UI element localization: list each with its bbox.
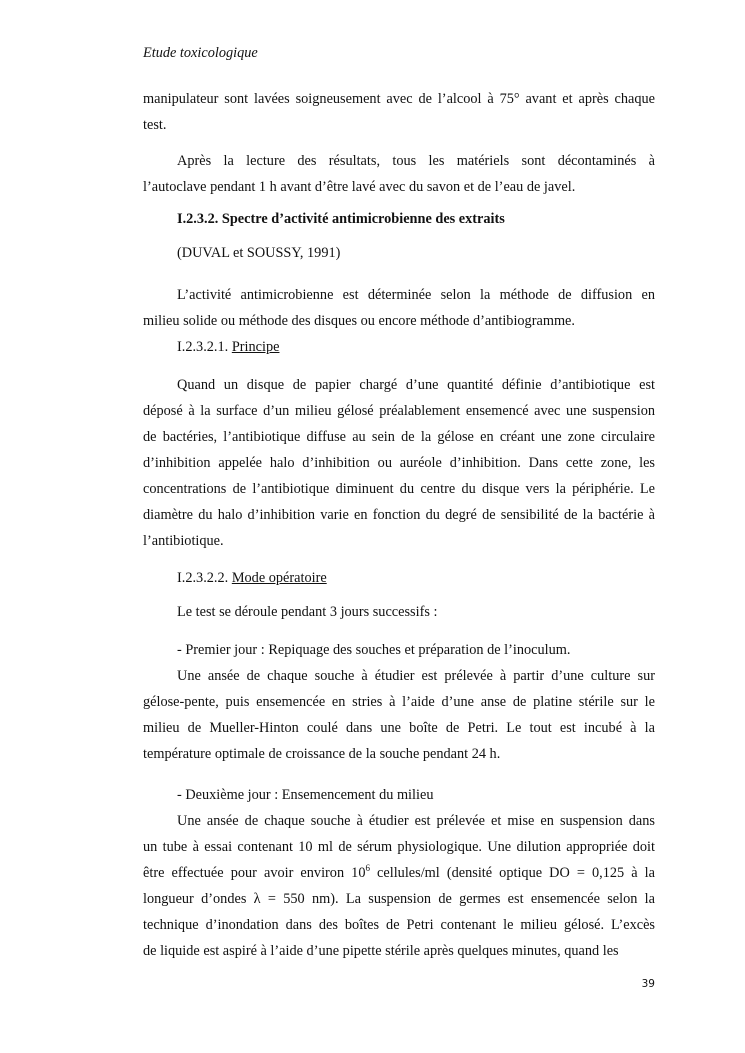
text-span: Quand un disque de papier chargé d’une quantité définie d’antibiotique est [177, 377, 655, 393]
text-line [143, 398, 655, 424]
text-line [143, 565, 655, 591]
paragraph [143, 808, 655, 964]
text-span: - Premier jour : Repiquage des souches et préparation de l’inoculum. [177, 642, 571, 658]
text-line [143, 860, 655, 886]
text-span: milieu solide ou méthode des disques ou encore méthode d’antibiogramme. [143, 313, 575, 329]
text-span: l’autoclave pendant 1 h avant d’être lavé avec du savon et de l’eau de javel. [143, 179, 576, 195]
text-span: l’antibiotique. [143, 533, 224, 549]
text-span: longueur d’ondes λ = 550 nm). La suspension de germes est ensemencée selon la [143, 891, 655, 907]
text-span: - Deuxième jour : Ensemencement du milieu [177, 787, 434, 803]
text-span: Le test se déroule pendant 3 jours successifs : [177, 604, 438, 620]
page-number: 39 [641, 978, 655, 990]
text-span: être effectuée pour avoir environ 10 [143, 865, 366, 881]
text-line [143, 476, 655, 502]
text-line [143, 372, 655, 398]
text-span: de liquide est aspiré à l’aide d’une pipette stérile après quelques minutes, quand les [143, 943, 619, 959]
text-span: I.2.3.2.2. [177, 570, 232, 586]
header-title: Etude toxicologique [143, 45, 258, 61]
text-line [143, 174, 655, 200]
superscript: 6 [365, 863, 370, 873]
list-item-day-one [143, 637, 655, 663]
paragraph [143, 599, 655, 625]
text-span: technique d’inondation dans des boîtes de Petri contenant le milieu gélosé. L’excès [143, 917, 655, 933]
text-line [143, 334, 655, 360]
text-line [143, 148, 655, 174]
text-line [143, 308, 655, 334]
paragraph [143, 663, 655, 767]
text-line [143, 240, 655, 266]
text-span: gélose-pente, puis ensemencée en stries à l’aide d’une anse de platine stérile sur le [143, 694, 655, 710]
text-span: concentrations de l’antibiotique diminuent du centre du disque vers la périphérie. Le [143, 481, 655, 497]
heading-reference [143, 240, 655, 266]
text-span: manipulateur sont lavées soigneusement avec de l’alcool à 75° avant et après chaque [143, 91, 655, 107]
list-item-day-two [143, 782, 655, 808]
text-line [143, 450, 655, 476]
paragraph [143, 86, 655, 138]
text-span: test. [143, 117, 167, 133]
text-line [143, 424, 655, 450]
text-span: Une ansée de chaque souche à étudier est prélevée et mise en suspension dans [177, 813, 655, 829]
text-span: déposé à la surface d’un milieu gélosé préalablement ensemencé avec une suspension [143, 403, 655, 419]
text-span: Une ansée de chaque souche à étudier est prélevée à partir d’une culture sur [177, 668, 655, 684]
text-line [143, 663, 655, 689]
text-span: un tube à essai contenant 10 ml de sérum physiologique. Une dilution appropriée doit [143, 839, 655, 855]
text-line [143, 689, 655, 715]
text-span: Après la lecture des résultats, tous les matériels sont décontaminés à [177, 153, 655, 169]
paragraph [143, 282, 655, 334]
text-span: de bactéries, l’antibiotique diffuse au sein de la gélose en créant une zone circulaire [143, 429, 655, 445]
text-span: I.2.3.2.1. [177, 339, 232, 355]
text-span: d’inhibition appelée halo d’inhibition ou auréole d’inhibition. Dans cette zone, les [143, 455, 655, 471]
text-line [143, 528, 655, 554]
paragraph [143, 148, 655, 200]
running-header [143, 40, 655, 66]
text-line [143, 886, 655, 912]
text-span: Mode opératoire [231, 570, 327, 586]
paragraph [143, 372, 655, 554]
text-span: milieu de Mueller-Hinton coulé dans une boîte de Petri. Le tout est incubé à la [143, 720, 655, 736]
text-line [143, 938, 655, 964]
text-span: Principe [231, 339, 280, 355]
text-line [143, 599, 655, 625]
text-line [143, 782, 655, 808]
text-line [143, 912, 655, 938]
text-line [143, 86, 655, 112]
text-line [143, 282, 655, 308]
text-line [143, 715, 655, 741]
text-span: L’activité antimicrobienne est déterminée selon la méthode de diffusion en [177, 287, 655, 303]
text-line [143, 637, 655, 663]
text-line [143, 808, 655, 834]
text-line [143, 112, 655, 138]
text-span: diamètre du halo d’inhibition varie en fonction du degré de sensibilité de la bactérie à [143, 507, 655, 523]
text-line [143, 741, 655, 767]
section-heading [143, 206, 655, 232]
subsection-heading-principe [143, 334, 655, 360]
text-line [143, 502, 655, 528]
text-line [143, 834, 655, 860]
text-line [143, 206, 655, 232]
text-span: I.2.3.2. Spectre d’activité antimicrobienne des extraits [177, 211, 505, 227]
text-span: (DUVAL et SOUSSY, 1991) [177, 245, 341, 261]
subsection-heading-mode-operatoire [143, 565, 655, 591]
text-span: température optimale de croissance de la souche pendant 24 h. [143, 746, 501, 762]
text-span: cellules/ml (densité optique DO = 0,125 à la [369, 865, 655, 881]
